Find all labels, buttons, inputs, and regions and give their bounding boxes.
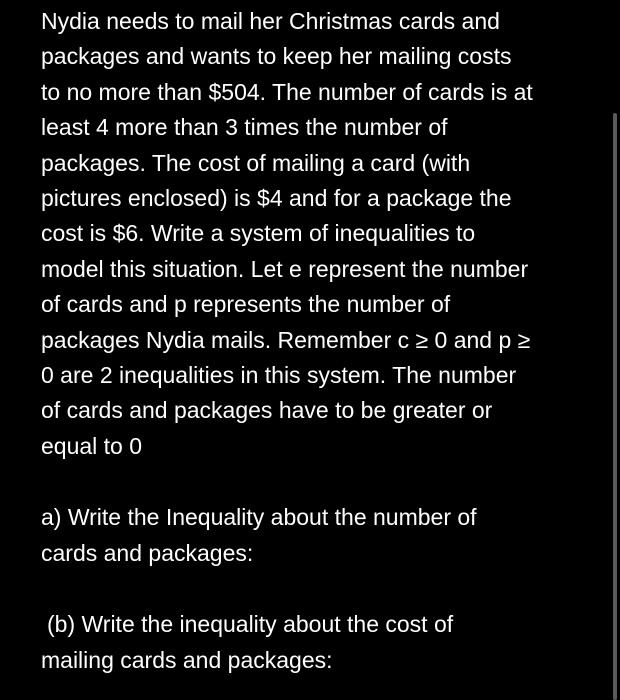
problem-line: pictures enclosed) is $4 and for a package the: [41, 185, 512, 212]
problem-line: to no more than $504. The number of cards is at: [41, 78, 533, 105]
part-b-prompt: [41, 607, 586, 678]
part-a-line: cards and packages:: [41, 539, 254, 566]
spacer: [41, 464, 586, 500]
problem-line: equal to 0: [41, 432, 143, 459]
problem-line: Nydia needs to mail her Christmas cards and: [41, 8, 500, 34]
problem-statement: [41, 4, 586, 464]
problem-line: packages. The cost of mailing a card (with: [41, 149, 471, 176]
question-content: [41, 4, 586, 678]
problem-line: 0 are 2 inequalities in this system. The number: [41, 362, 517, 389]
problem-line: model this situation. Let e represent the number: [41, 255, 529, 282]
part-b-line: mailing cards and packages:: [41, 646, 333, 673]
problem-line: least 4 more than 3 times the number of: [41, 114, 448, 141]
problem-line: of cards and packages have to be greater or: [41, 397, 493, 424]
spacer: [41, 571, 586, 607]
problem-line: cost is $6. Write a system of inequalities to: [41, 220, 476, 247]
problem-line: of cards and p represents the number of: [41, 291, 451, 318]
scrollbar-thumb[interactable]: [613, 113, 617, 700]
part-a-line: a) Write the Inequality about the number of: [41, 504, 477, 531]
problem-line: packages Nydia mails. Remember c ≥ 0 and p ≥: [41, 326, 531, 353]
part-a-prompt: [41, 500, 586, 571]
problem-line: packages and wants to keep her mailing costs: [41, 43, 512, 70]
part-b-line: (b) Write the inequality about the cost of: [47, 611, 454, 638]
